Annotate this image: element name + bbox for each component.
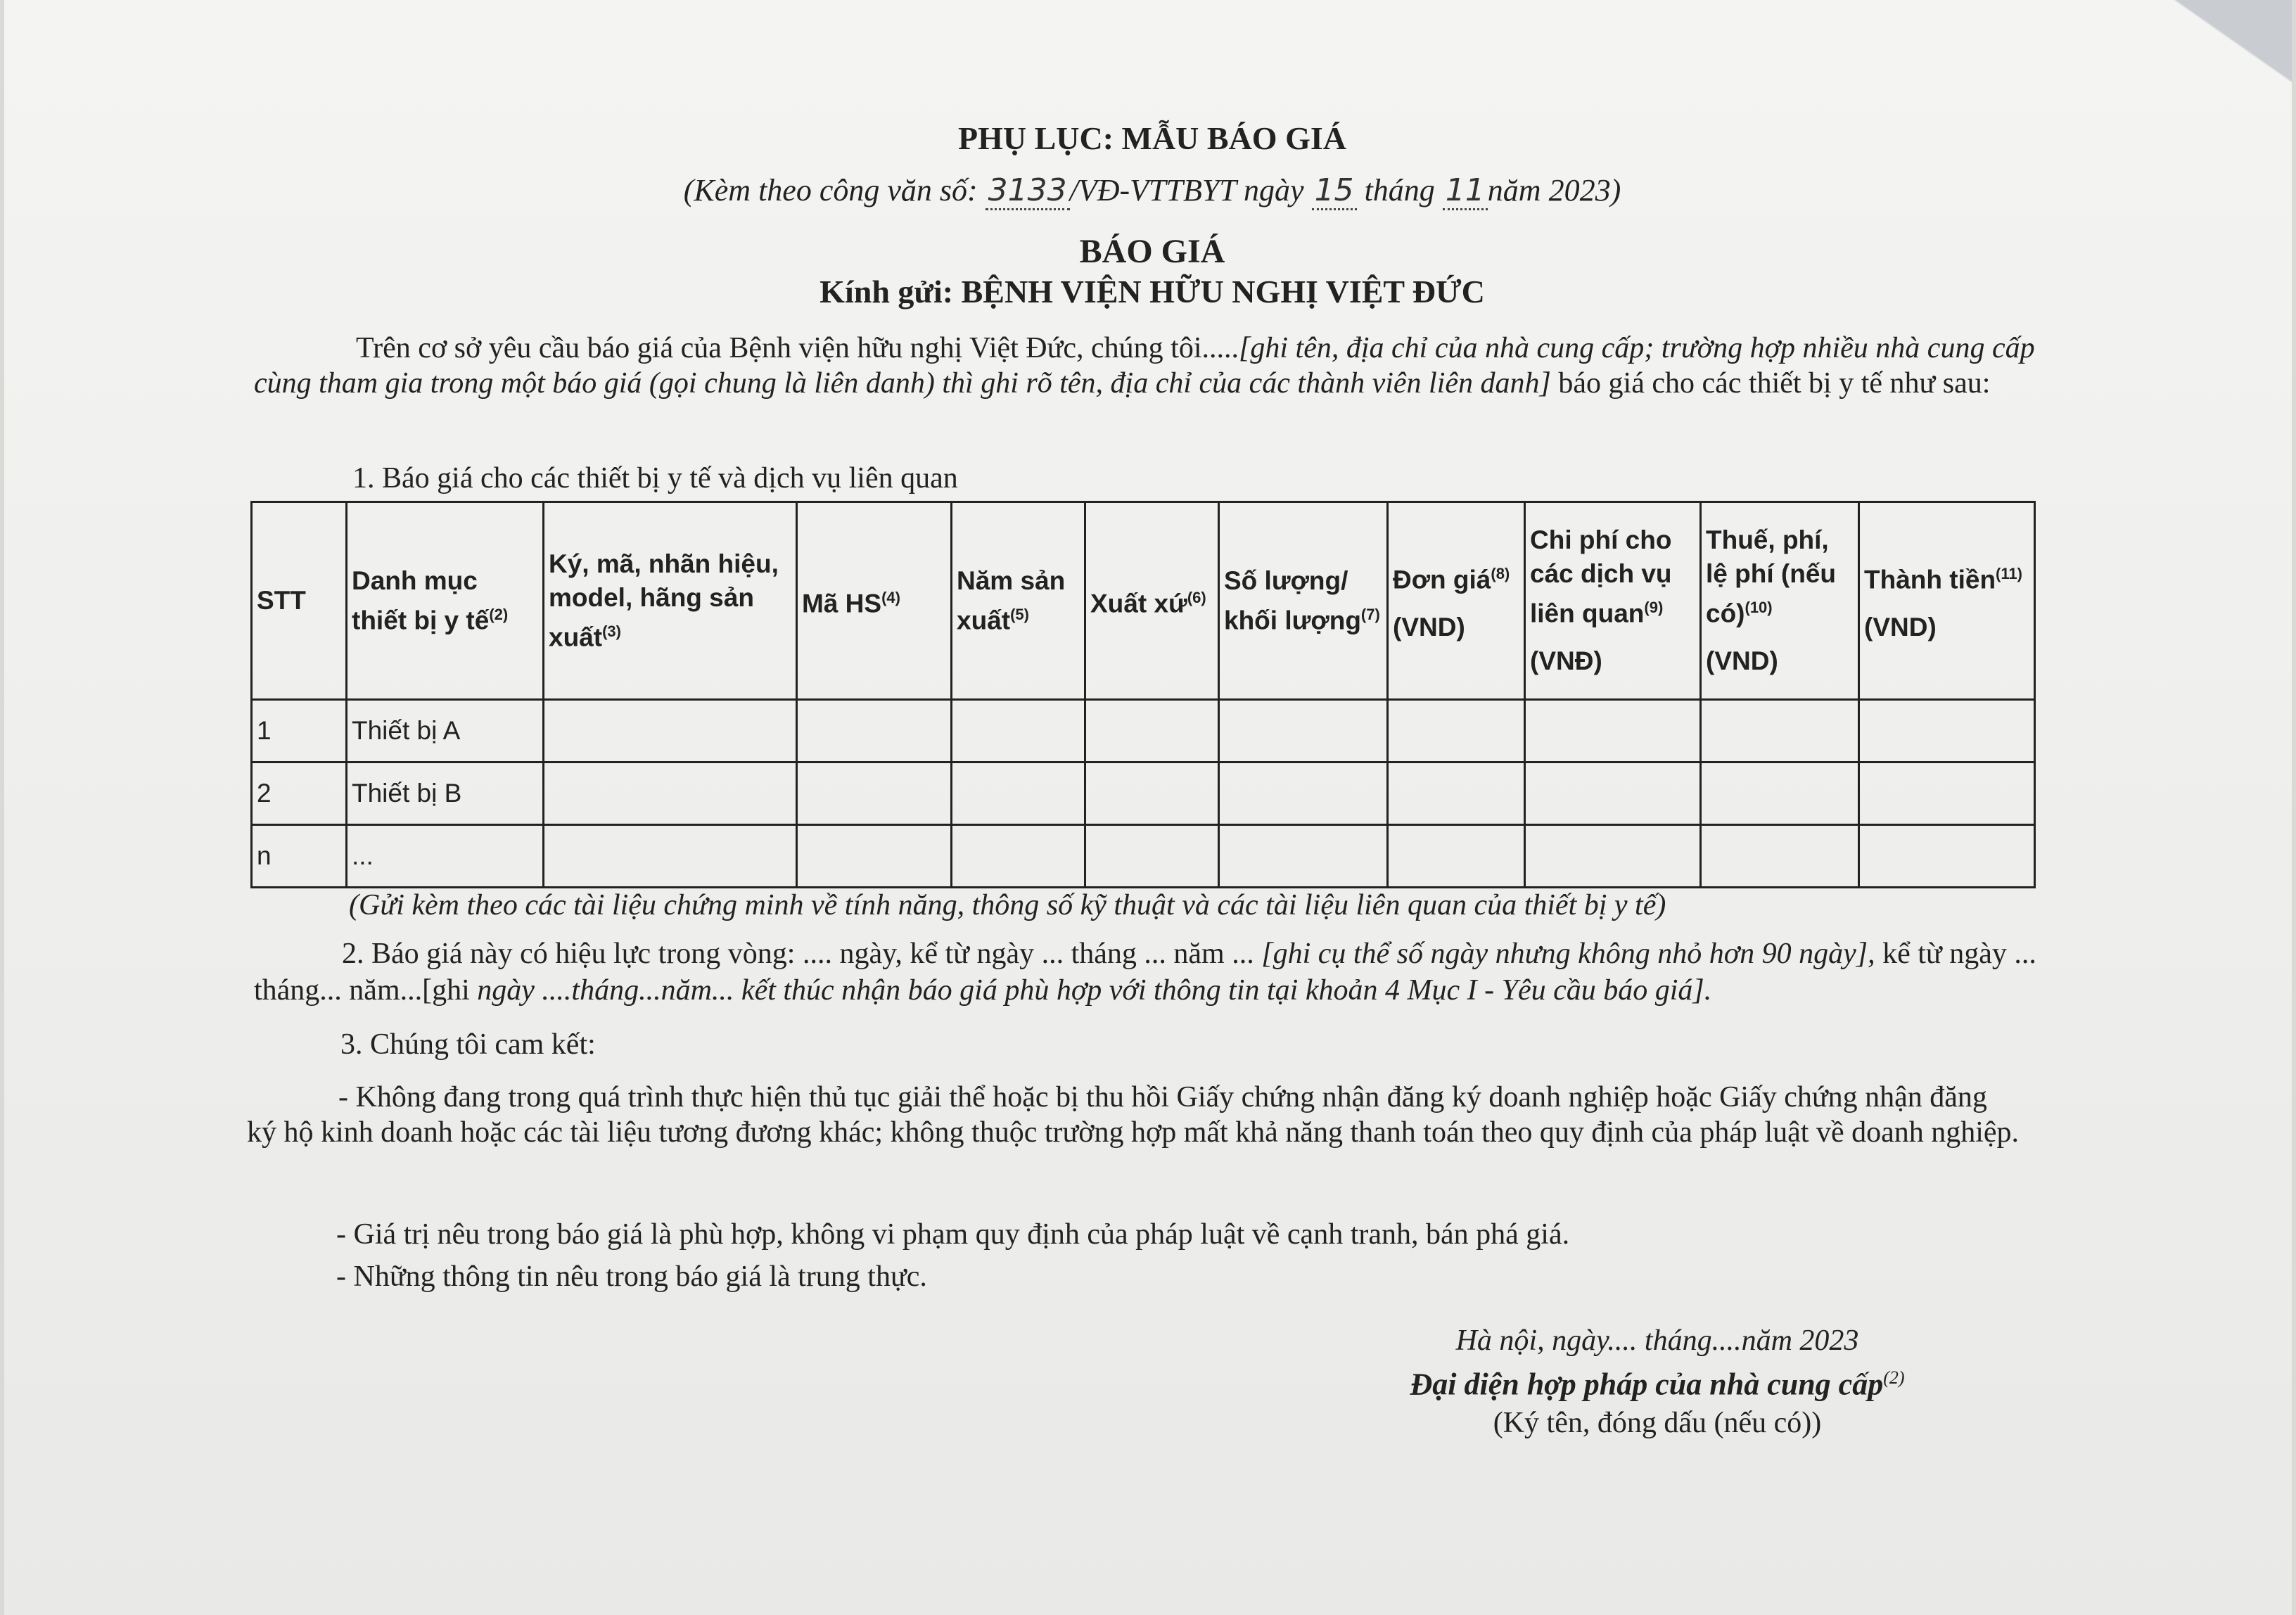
header-label: Thành tiền	[1864, 565, 1996, 594]
commitment-heading: 3. Chúng tôi cam kết:	[340, 1028, 596, 1061]
table-row	[252, 825, 2035, 888]
ref-number-handwritten: 3133	[986, 172, 1070, 210]
signature-representative	[1306, 1359, 2009, 1404]
header-footnote: (3)	[602, 622, 621, 640]
table-header-cell	[1388, 502, 1525, 700]
table-cell	[797, 700, 952, 762]
row-device-name: Thiết bị A	[347, 700, 544, 762]
header-label: Năm sản xuất	[957, 566, 1066, 635]
header-label: Ký, mã, nhãn hiệu, model, hãng sản xuất	[549, 549, 779, 652]
table-header-cell	[797, 502, 952, 700]
table-cell	[1388, 700, 1525, 762]
header-footnote: (8)	[1491, 564, 1510, 582]
header-footnote: (6)	[1187, 588, 1206, 606]
table-row	[252, 762, 2035, 825]
header-label: Số lượng/ khối lượng	[1224, 566, 1361, 635]
table-header-cell	[1085, 502, 1219, 700]
table-cell	[1085, 825, 1219, 888]
representative-sup: (2)	[1883, 1367, 1905, 1388]
table-cell	[1388, 825, 1525, 888]
intro-tail: báo giá cho các thiết bị y tế như sau:	[1550, 367, 1991, 400]
row-device-name: Thiết bị B	[347, 762, 544, 825]
section-1-heading: 1. Báo giá cho các thiết bị y tế và dịch vụ liên quan	[352, 462, 958, 494]
table-header-cell	[1525, 502, 1701, 700]
header-footnote: (5)	[1010, 605, 1029, 623]
table-cell	[1219, 825, 1388, 888]
table-cell	[797, 825, 952, 888]
header-footnote: (4)	[881, 588, 900, 606]
table-cell	[952, 700, 1085, 762]
row-stt: 2	[252, 762, 347, 825]
ref-prefix: (Kèm theo công văn số:	[683, 173, 978, 208]
table-header-row	[252, 502, 2035, 700]
ref-mid2: tháng	[1364, 173, 1435, 208]
table-header-cell	[347, 502, 544, 700]
header-unit: (VND)	[1864, 613, 1937, 642]
table-cell	[1859, 700, 2035, 762]
validity-mid: kể từ ngày ... tháng... năm...[ghi	[254, 938, 2036, 1007]
table-header-cell	[544, 502, 797, 700]
header-label: Thuế, phí, lệ phí (nếu có)	[1706, 525, 1836, 628]
table-header-cell	[1219, 502, 1388, 700]
table-header-cell	[1701, 502, 1859, 700]
table-header-cell	[952, 502, 1085, 700]
header-footnote: (7)	[1360, 605, 1380, 623]
reference-line	[4, 172, 2296, 208]
document-page	[4, 0, 2292, 1615]
table-cell	[1085, 762, 1219, 825]
header-label: Danh mục thiết bị y tế	[352, 566, 490, 635]
table-cell	[1388, 762, 1525, 825]
validity-paragraph	[254, 936, 2041, 1009]
intro-lead: Trên cơ sở yêu cầu báo giá của Bệnh viện hữu nghị Việt Đức, chúng tôi.....	[356, 332, 1239, 364]
commitment-item: - Không đang trong quá trình thực hiện thủ tục giải thể hoặc bị thu hồi Giấy chứng nhận đăng ký doanh nghiệp hoặc Giấy chứng nhận đăng ký hộ kinh doanh hoặc các tài liệu tương đương khác; không thuộc trường hợp mất khả năng thanh toán theo quy định của pháp luật về doanh nghiệp.	[247, 1081, 2020, 1149]
table-cell	[952, 825, 1085, 888]
header-unit: (VND)	[1393, 613, 1465, 642]
table-cell	[1219, 762, 1388, 825]
row-stt: n	[252, 825, 347, 888]
table-cell	[1085, 700, 1219, 762]
header-footnote: (9)	[1644, 598, 1664, 616]
table-cell	[1525, 825, 1701, 888]
recipient-line: Kính gửi: BỆNH VIỆN HỮU NGHỊ VIỆT ĐỨC	[819, 274, 1485, 309]
intro-italic: [ghi tên, địa chỉ của nhà cung cấp; trường hợp nhiều nhà cung cấp cùng tham gia trong một báo giá (gọi chung là liên danh) thì ghi rõ tên, địa chỉ của các thành viên liên danh]	[254, 332, 2035, 400]
table-cell	[1701, 700, 1859, 762]
header-label: Mã HS	[802, 589, 882, 618]
header-unit: (VNĐ)	[1530, 646, 1602, 676]
commitment-item: - Giá trị nêu trong báo giá là phù hợp, không vi phạm quy định của pháp luật về cạnh tranh, bán phá giá.	[336, 1218, 1570, 1251]
ref-suffix: năm 2023)	[1487, 173, 1621, 208]
header-label: Xuất xứ	[1090, 589, 1187, 618]
attachment-note: (Gửi kèm theo các tài liệu chứng minh về tính năng, thông số kỹ thuật và các tài liệu liên quan của thiết bị y tế)	[349, 889, 1666, 921]
intro-paragraph	[254, 331, 2041, 401]
table-row	[252, 700, 2035, 762]
table-cell	[1219, 700, 1388, 762]
ref-day-handwritten: 15	[1312, 172, 1357, 210]
validity-italic-2: ngày ....tháng...năm... kết thúc nhận báo giá phù hợp với thông tin tại khoản 4 Mục I - Yêu cầu báo giá].	[477, 974, 1712, 1007]
table-cell	[1701, 825, 1859, 888]
table-cell	[544, 700, 797, 762]
table-cell	[544, 762, 797, 825]
header-label: STT	[257, 586, 306, 615]
representative-label: Đại diện hợp pháp của nhà cung cấp	[1410, 1367, 1884, 1402]
header-label: Đơn giá	[1393, 565, 1491, 594]
table-cell	[952, 762, 1085, 825]
header-footnote: (2)	[489, 605, 509, 623]
row-device-name: ...	[347, 825, 544, 888]
table-cell	[1525, 700, 1701, 762]
table-cell	[544, 825, 797, 888]
row-stt: 1	[252, 700, 347, 762]
table-cell	[1859, 825, 2035, 888]
signature-note: (Ký tên, đóng dấu (nếu có))	[1493, 1406, 1822, 1439]
signature-block	[1306, 1322, 2009, 1442]
quotation-table	[250, 501, 2036, 888]
table-body	[252, 700, 2035, 888]
appendix-title: PHỤ LỤC: MẪU BÁO GIÁ	[958, 120, 1346, 156]
document-subtitle: BÁO GIÁ	[1079, 233, 1225, 270]
table-cell	[797, 762, 952, 825]
validity-italic-1: [ghi cụ thể số ngày nhưng không nhỏ hơn 90 ngày],	[1261, 938, 1875, 970]
header-unit: (VND)	[1706, 646, 1778, 676]
table-cell	[1859, 762, 2035, 825]
validity-lead: 2. Báo giá này có hiệu lực trong vòng: .... ngày, kể từ ngày ... tháng ... năm ...	[342, 938, 1262, 970]
commitment-item: - Những thông tin nêu trong báo giá là trung thực.	[336, 1260, 927, 1293]
table-header-cell	[252, 502, 347, 700]
header-footnote: (10)	[1745, 598, 1773, 616]
table-header-cell	[1859, 502, 2035, 700]
table-cell	[1525, 762, 1701, 825]
ref-mid1: /VĐ-VTTBYT ngày	[1069, 173, 1304, 208]
table-cell	[1701, 762, 1859, 825]
ref-month-handwritten: 11	[1443, 172, 1488, 210]
signature-place-date: Hà nội, ngày.... tháng....năm 2023	[1455, 1324, 1859, 1357]
header-label: Chi phí cho các dịch vụ liên quan	[1530, 525, 1672, 628]
header-footnote: (11)	[1996, 564, 2022, 582]
